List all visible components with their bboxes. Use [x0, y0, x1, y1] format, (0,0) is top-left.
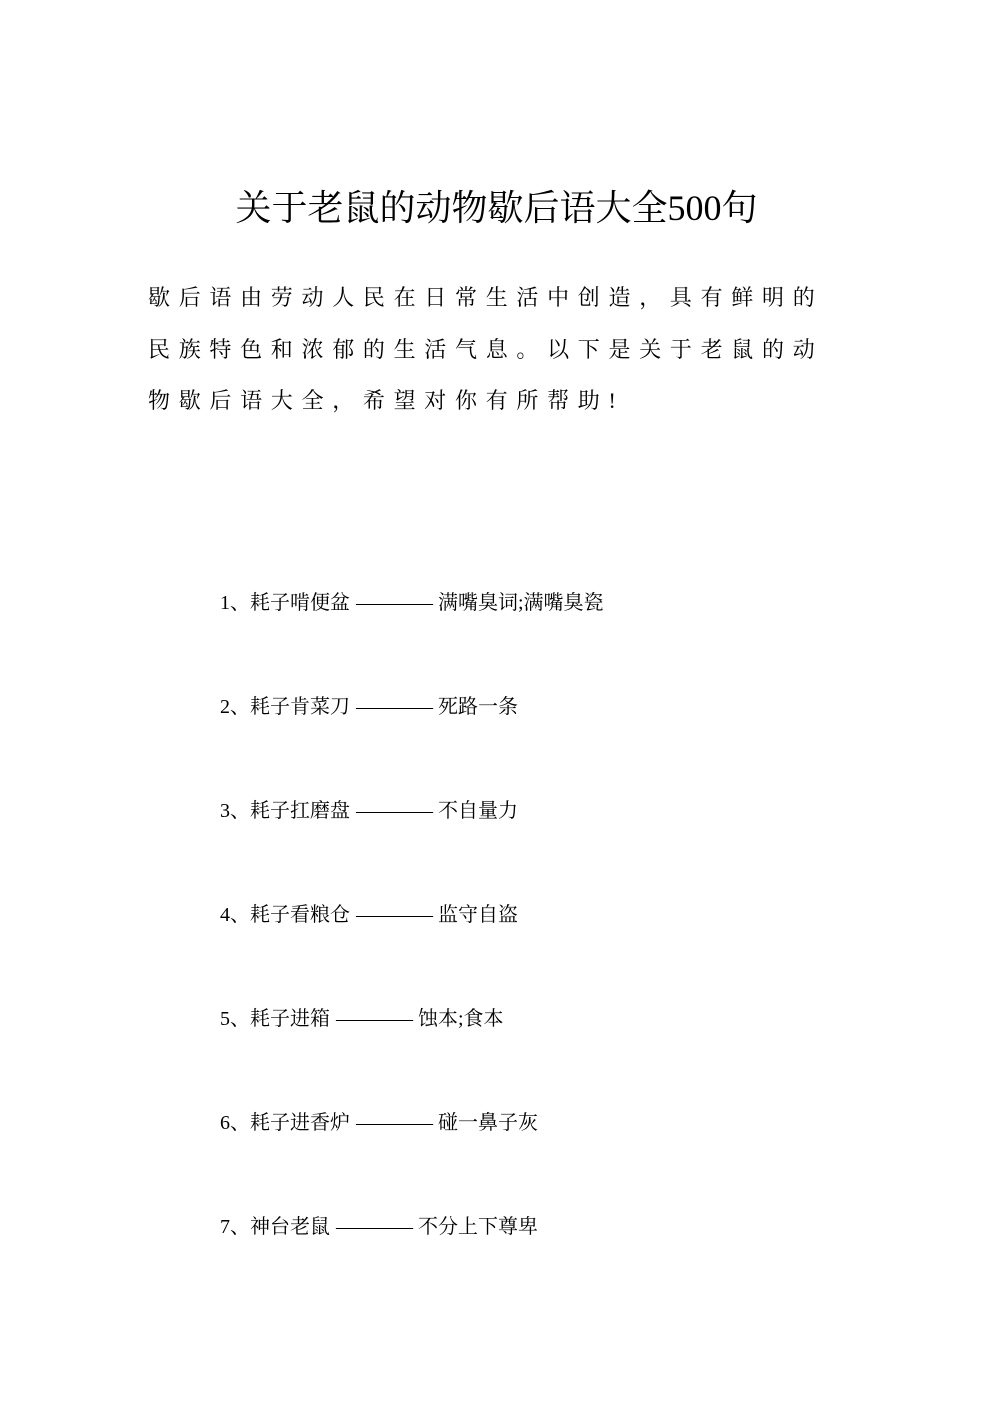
list-item [220, 693, 518, 721]
item-riddle: 耗子扛磨盘 [250, 800, 350, 822]
list-item [220, 797, 518, 825]
item-separator: ———— [336, 1216, 412, 1238]
item-answer: 死路一条 [438, 696, 518, 718]
list-item [220, 1005, 504, 1033]
list-item [220, 1213, 538, 1241]
item-answer: 监守自盗 [438, 904, 518, 926]
item-number: 4、 [220, 904, 250, 926]
item-number: 1、 [220, 592, 250, 614]
item-riddle: 耗子啃便盆 [250, 592, 350, 614]
list-item [220, 589, 604, 617]
list-item [220, 901, 518, 929]
item-answer: 碰一鼻子灰 [438, 1112, 538, 1134]
item-answer: 不自量力 [438, 800, 518, 822]
item-separator: ———— [356, 696, 432, 718]
item-number: 2、 [220, 696, 250, 718]
item-riddle: 耗子肯菜刀 [250, 696, 350, 718]
item-riddle: 耗子进箱 [250, 1008, 330, 1030]
item-riddle: 耗子进香炉 [250, 1112, 350, 1134]
item-number: 3、 [220, 800, 250, 822]
item-number: 7、 [220, 1216, 250, 1238]
item-answer: 不分上下尊卑 [418, 1216, 538, 1238]
item-answer: 蚀本;食本 [418, 1008, 504, 1030]
document-title: 关于老鼠的动物歇后语大全500句 [235, 188, 758, 228]
item-separator: ———— [356, 1112, 432, 1134]
item-separator: ———— [356, 800, 432, 822]
item-riddle: 耗子看粮仓 [250, 904, 350, 926]
intro-paragraph: 歇后语由劳动人民在日常生活中创造，具有鲜明的民族特色和浓郁的生活气息。以下是关于老鼠的动物歇后语大全，希望对你有所帮助! [148, 285, 824, 413]
list-item [220, 1109, 538, 1137]
item-separator: ———— [336, 1008, 412, 1030]
item-number: 6、 [220, 1112, 250, 1134]
item-separator: ———— [356, 592, 432, 614]
item-answer: 满嘴臭词;满嘴臭瓷 [438, 592, 604, 614]
item-number: 5、 [220, 1008, 250, 1030]
item-separator: ———— [356, 904, 432, 926]
item-riddle: 神台老鼠 [250, 1216, 330, 1238]
